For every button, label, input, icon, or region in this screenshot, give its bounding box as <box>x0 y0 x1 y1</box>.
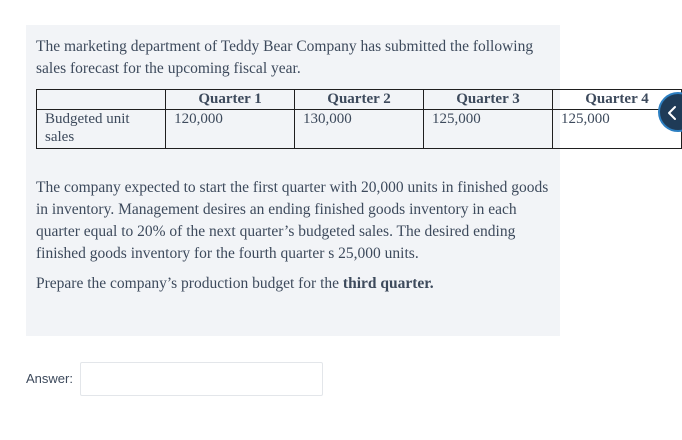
table-cell: 125,000 <box>552 110 681 149</box>
question-instruction <box>36 273 552 295</box>
table-row <box>37 110 682 149</box>
table-header-cell: Quarter 1 <box>166 90 295 110</box>
table-header-row <box>37 90 682 110</box>
chevron-left-icon <box>666 105 680 121</box>
table-cell: 120,000 <box>166 110 295 149</box>
answer-input[interactable] <box>80 362 323 396</box>
question-paragraph: The company expected to start the first quarter with 20,000 units in finished goods in inventory. Management desires an ending finished goods inventory in each quarter equal to 20% of the next quarter’s budgeted sales. The desired ending finished goods inventory for the fourth quarter s 25,000 units. <box>36 179 549 262</box>
sales-forecast-table <box>36 89 682 149</box>
table-header-cell: Quarter 4 <box>552 90 681 110</box>
row-label-cell: Budgeted unit sales <box>37 110 166 149</box>
instruction-emphasis: third quarter. <box>342 275 434 292</box>
table-header-cell: Quarter 2 <box>295 90 424 110</box>
table-cell: 130,000 <box>295 110 424 149</box>
table-header-cell: Quarter 3 <box>424 90 553 110</box>
question-intro: The marketing department of Teddy Bear Company has submitted the following sales forecast for the upcoming fiscal year. <box>36 38 534 77</box>
table-cell: 125,000 <box>424 110 553 149</box>
table-header-cell <box>37 90 166 110</box>
instruction-text: Prepare the company’s production budget for the <box>36 275 343 292</box>
answer-label: Answer: <box>26 371 73 386</box>
